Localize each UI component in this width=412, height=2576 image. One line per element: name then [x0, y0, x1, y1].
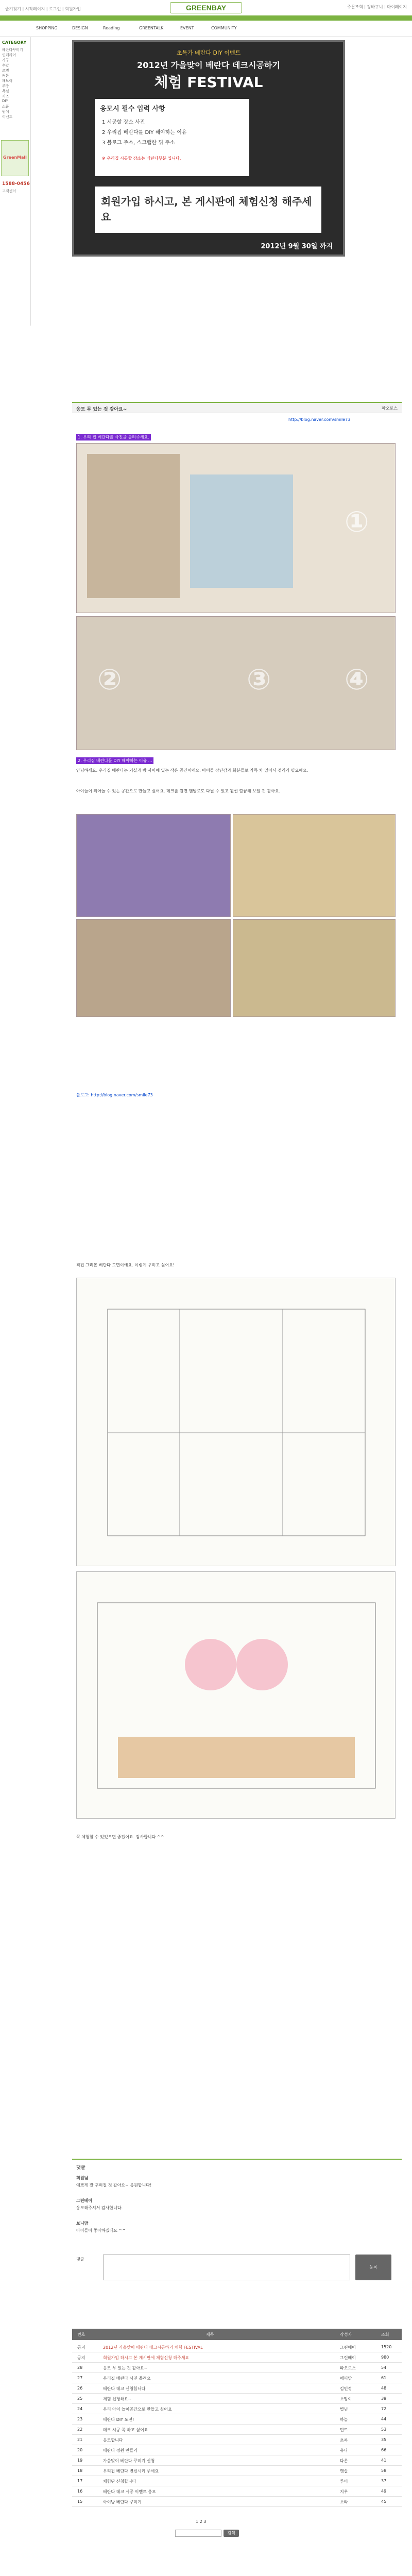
list-row[interactable]: [72, 2497, 402, 2507]
list-cell-no: 23: [77, 2417, 83, 2421]
photo-number: ③: [247, 663, 271, 697]
list-cell-views: 35: [381, 2437, 387, 2442]
list-cell-title[interactable]: 2012년 가을맞이 베란다 데크시공하기 체험 FESTIVAL: [103, 2345, 203, 2350]
list-cell-author: 루비: [340, 2479, 348, 2484]
window-image: [190, 474, 293, 588]
list-cell-no: 28: [77, 2365, 83, 2370]
list-row[interactable]: [72, 2486, 402, 2497]
category-item[interactable]: 수납: [2, 63, 9, 67]
category-title: CATEGORY: [2, 40, 27, 45]
left-sidebar: [0, 37, 31, 326]
list-cell-author: 그린베이: [340, 2345, 356, 2350]
list-cell-no: 16: [77, 2489, 83, 2494]
list-header: [72, 2329, 402, 2340]
comment-text: 예쁘게 잘 꾸며질 것 같아요~ 응원합니다!: [76, 2183, 152, 2188]
list-row[interactable]: [72, 2466, 402, 2476]
list-cell-views: 53: [381, 2427, 387, 2432]
list-search-button[interactable]: 검색: [224, 2530, 239, 2537]
list-cell-views: 48: [381, 2386, 387, 2391]
veranda-photo-2: [76, 616, 396, 750]
site-logo[interactable]: GREENBAY: [170, 2, 242, 13]
list-row[interactable]: [72, 2425, 402, 2435]
comment-input-label: 댓글: [76, 2257, 84, 2262]
list-cell-no: 26: [77, 2386, 83, 2391]
post-body-1: 안녕하세요. 우리집 베란다는 거실과 방 사이에 있는 작은 공간이에요. 아이들 장난감과 화분들로 가득 차 있어서 정리가 필요해요.: [76, 768, 308, 773]
list-cell-author: 유나: [340, 2448, 348, 2453]
category-item[interactable]: 키즈: [2, 94, 9, 98]
list-row[interactable]: [72, 2404, 402, 2414]
list-cell-views: 61: [381, 2376, 387, 2380]
event-banner: [72, 40, 345, 257]
sketch-lines: [77, 1278, 396, 1567]
list-cell-no: 15: [77, 2499, 83, 2504]
list-cell-views: 1520: [381, 2345, 392, 2349]
category-item[interactable]: 베란다꾸미기: [2, 48, 23, 52]
required-info-box: [95, 99, 249, 176]
list-row[interactable]: [72, 2383, 402, 2394]
list-row[interactable]: [72, 2363, 402, 2373]
box-item: 3 블로그 주소, 스크랩한 뒤 주소: [102, 140, 175, 146]
list-cell-author: 해피맘: [340, 2376, 352, 2381]
list-row[interactable]: [72, 2476, 402, 2486]
sketch-colored: [77, 1572, 396, 1819]
list-cell-views: 44: [381, 2417, 387, 2421]
list-cell-no: 17: [77, 2479, 83, 2483]
list-cell-no: 21: [77, 2437, 83, 2442]
comments-divider: [72, 2159, 402, 2160]
blog-link[interactable]: 블로그: http://blog.naver.com/smile73: [76, 1093, 153, 1097]
post-title: 응모 무 있는 것 같아요~: [76, 407, 127, 412]
banner-line1: 2012년 가을맞이 베란다 데크시공하기: [137, 60, 280, 70]
list-cell-no: 27: [77, 2376, 83, 2380]
list-row[interactable]: [72, 2455, 402, 2466]
list-cell-author: 지우: [340, 2489, 348, 2494]
list-row[interactable]: [72, 2435, 402, 2445]
top-bar: [0, 0, 412, 15]
list-cell-no: 24: [77, 2406, 83, 2411]
category-item[interactable]: 소품: [2, 105, 9, 109]
shelf-image: [87, 454, 180, 598]
list-header-views: 조회: [381, 2332, 389, 2337]
playroom-photo-2: [76, 919, 231, 1017]
headline-box: [95, 187, 321, 233]
list-cell-views: 66: [381, 2448, 387, 2452]
ball-pit-photo-2: [233, 919, 396, 1017]
list-cell-no: 22: [77, 2427, 83, 2432]
list-cell-title[interactable]: 우리집 베란다 변신시켜 주세요: [103, 2469, 159, 2473]
list-row[interactable]: [72, 2394, 402, 2404]
top-links[interactable]: 즐겨찾기 | 시작페이지 | 로그인 | 회원가입: [5, 7, 81, 11]
list-cell-views: 41: [381, 2458, 387, 2463]
nav-reading[interactable]: Reading: [103, 26, 120, 30]
category-item[interactable]: 원예: [2, 110, 9, 114]
list-cell-title[interactable]: 우리 아이 놀이공간으로 만들고 싶어요: [103, 2407, 172, 2412]
sketch-drawing-1: [76, 1278, 396, 1566]
list-row[interactable]: [72, 2342, 402, 2352]
section-tag: 2. 우리집 베란다를 DIY 해야하는 이유 ...: [76, 757, 153, 764]
playroom-photo-1: [76, 814, 231, 917]
list-cell-author: 그린베이: [340, 2355, 356, 2360]
list-cell-views: 72: [381, 2406, 387, 2411]
list-cell-views: 39: [381, 2396, 387, 2401]
list-cell-author: 별님: [340, 2407, 348, 2412]
list-cell-no: 25: [77, 2396, 83, 2401]
phone-number: 1588-0456: [2, 181, 30, 187]
banner-date: 2012년 9월 30일 까지: [261, 243, 333, 250]
list-cell-author: 소망이: [340, 2397, 352, 2401]
list-cell-author: 초록: [340, 2438, 348, 2443]
box-note: ※ 우리집 시공할 장소는 베란다부분 입니다.: [102, 156, 181, 161]
comment-author: 그린베이: [76, 2198, 92, 2203]
category-item[interactable]: 이벤트: [2, 115, 13, 119]
banner-small-line: 초특가 베란다 DIY 이벤트: [176, 49, 241, 56]
list-row[interactable]: [72, 2352, 402, 2363]
comment-text: 응모해주셔서 감사합니다.: [76, 2206, 123, 2210]
list-header-author: 작성자: [340, 2332, 352, 2337]
list-header-no: 번호: [77, 2332, 85, 2337]
list-cell-author: 소라: [340, 2500, 348, 2504]
list-cell-title[interactable]: 데크 시공 꼭 하고 싶어요: [103, 2428, 148, 2432]
list-cell-views: 54: [381, 2365, 387, 2370]
banner-title: 체험 FESTIVAL: [154, 74, 263, 91]
category-item[interactable]: 인테리어: [2, 53, 16, 57]
post-url[interactable]: http://blog.naver.com/smile73: [288, 417, 351, 422]
category-item[interactable]: DIY: [2, 99, 8, 103]
list-cell-title[interactable]: 베란다 데크 신청합니다: [103, 2386, 146, 2391]
box-title: 응모시 필수 입력 사항: [100, 105, 165, 113]
category-item[interactable]: 패브릭: [2, 79, 13, 83]
main-nav: [0, 21, 412, 37]
list-cell-title[interactable]: 체험단 신청합니다: [103, 2479, 136, 2484]
list-cell-title[interactable]: 베란다 DIY 도전!: [103, 2417, 134, 2422]
list-cell-title[interactable]: 아이방 베란다 꾸미기: [103, 2500, 142, 2504]
comment-text: 아이들이 좋아하겠네요 ^^: [76, 2228, 126, 2233]
post-body-2: 아이들이 뛰어놀 수 있는 공간으로 만들고 싶어요. 데크를 깔면 맨발로도 다닐 수 있고 훨씬 깔끔해 보일 것 같아요.: [76, 789, 281, 793]
nav-community[interactable]: COMMUNITY: [211, 26, 237, 30]
nav-event[interactable]: EVENT: [180, 26, 194, 30]
ball-pit-photo: [233, 814, 396, 917]
post-author[interactable]: 파오로스: [382, 406, 398, 411]
list-row[interactable]: [72, 2414, 402, 2425]
sketch-drawing-2: [76, 1571, 396, 1819]
sidebar-ad-text: GreenMall: [3, 155, 27, 160]
list-cell-author: 김민정: [340, 2386, 352, 2391]
list-cell-no: 18: [77, 2468, 83, 2473]
list-cell-title[interactable]: 체험 신청해요~: [103, 2397, 132, 2401]
nav-design[interactable]: DESIGN: [72, 26, 88, 30]
photo-number: ②: [97, 663, 122, 697]
list-header-title: 제목: [206, 2332, 214, 2337]
list-cell-title[interactable]: 회원가입 하시고 본 게시판에 체험신청 해주세요: [103, 2355, 190, 2360]
list-cell-views: 37: [381, 2479, 387, 2483]
category-item[interactable]: 커튼: [2, 74, 9, 78]
list-cell-title[interactable]: 응모합니다: [103, 2438, 123, 2443]
nav-greentalk[interactable]: GREENTALK: [139, 26, 164, 30]
category-item[interactable]: 욕실: [2, 89, 9, 93]
banner-headline: 회원가입 하시고, 본 게시판에 체험신청 해주세요: [101, 195, 312, 223]
list-cell-title[interactable]: 응모 무 있는 것 같아요~: [103, 2366, 148, 2370]
list-cell-title[interactable]: 베란다 데크 시공 이벤트 응모: [103, 2489, 156, 2494]
post-body-5: 꼭 체험할 수 있었으면 좋겠어요. 감사합니다 ^^: [76, 1835, 164, 1839]
post-title-bar: [72, 402, 402, 413]
list-cell-title[interactable]: 우리집 베란다 사진 올려요: [103, 2376, 151, 2381]
top-right-links[interactable]: 주문조회 | 장바구니 | 마이페이지: [347, 5, 407, 9]
list-cell-author: 햇살: [340, 2469, 348, 2473]
section-tag: 1. 우리 집 베란다를 사진을 올려주세요.: [76, 434, 151, 440]
veranda-photo-1: [76, 443, 396, 613]
list-cell-views: 49: [381, 2489, 387, 2494]
list-cell-no: 공지: [77, 2355, 85, 2360]
list-cell-no: 20: [77, 2448, 83, 2452]
list-cell-author: 다온: [340, 2459, 348, 2463]
list-cell-author: 파오로스: [340, 2366, 356, 2370]
box-item: 1 시공할 장소 사진: [102, 120, 145, 125]
comment-input[interactable]: [103, 2255, 350, 2280]
list-cell-title[interactable]: 가을맞이 베란다 꾸미기 신청: [103, 2459, 155, 2463]
list-cell-author: 하늘: [340, 2417, 348, 2422]
post-body-4: 직접 그려본 베란다 도면이에요. 이렇게 꾸미고 싶어요!: [76, 1263, 175, 1267]
category-item[interactable]: 가구: [2, 58, 9, 62]
list-cell-no: 공지: [77, 2345, 85, 2350]
category-item[interactable]: 주방: [2, 84, 9, 88]
comment-submit-button[interactable]: 등록: [355, 2255, 391, 2280]
list-cell-views: 45: [381, 2499, 387, 2504]
list-cell-author: 민트: [340, 2428, 348, 2432]
list-search-input[interactable]: [175, 2530, 221, 2537]
green-strip: [0, 15, 412, 21]
sidebar-ad[interactable]: [1, 140, 29, 176]
category-item[interactable]: 조명: [2, 69, 9, 73]
list-row[interactable]: [72, 2445, 402, 2455]
list-row[interactable]: [72, 2373, 402, 2383]
list-cell-views: 980: [381, 2355, 389, 2360]
comments-title: 댓글: [76, 2165, 85, 2171]
comment-author: 보니맘: [76, 2221, 89, 2226]
photo-number: ④: [345, 663, 369, 697]
list-cell-views: 58: [381, 2468, 387, 2473]
list-cell-title[interactable]: 베란다 정원 만들기: [103, 2448, 138, 2453]
pagination[interactable]: 1 2 3: [196, 2519, 207, 2524]
nav-shopping[interactable]: SHOPPING: [36, 26, 58, 30]
list-cell-no: 19: [77, 2458, 83, 2463]
photo-number: ①: [345, 505, 369, 539]
phone-note: 고객센터: [2, 189, 16, 193]
box-item: 2 우리집 베란다를 DIY 해야하는 이유: [102, 130, 187, 135]
comment-author: 회원님: [76, 2176, 89, 2180]
